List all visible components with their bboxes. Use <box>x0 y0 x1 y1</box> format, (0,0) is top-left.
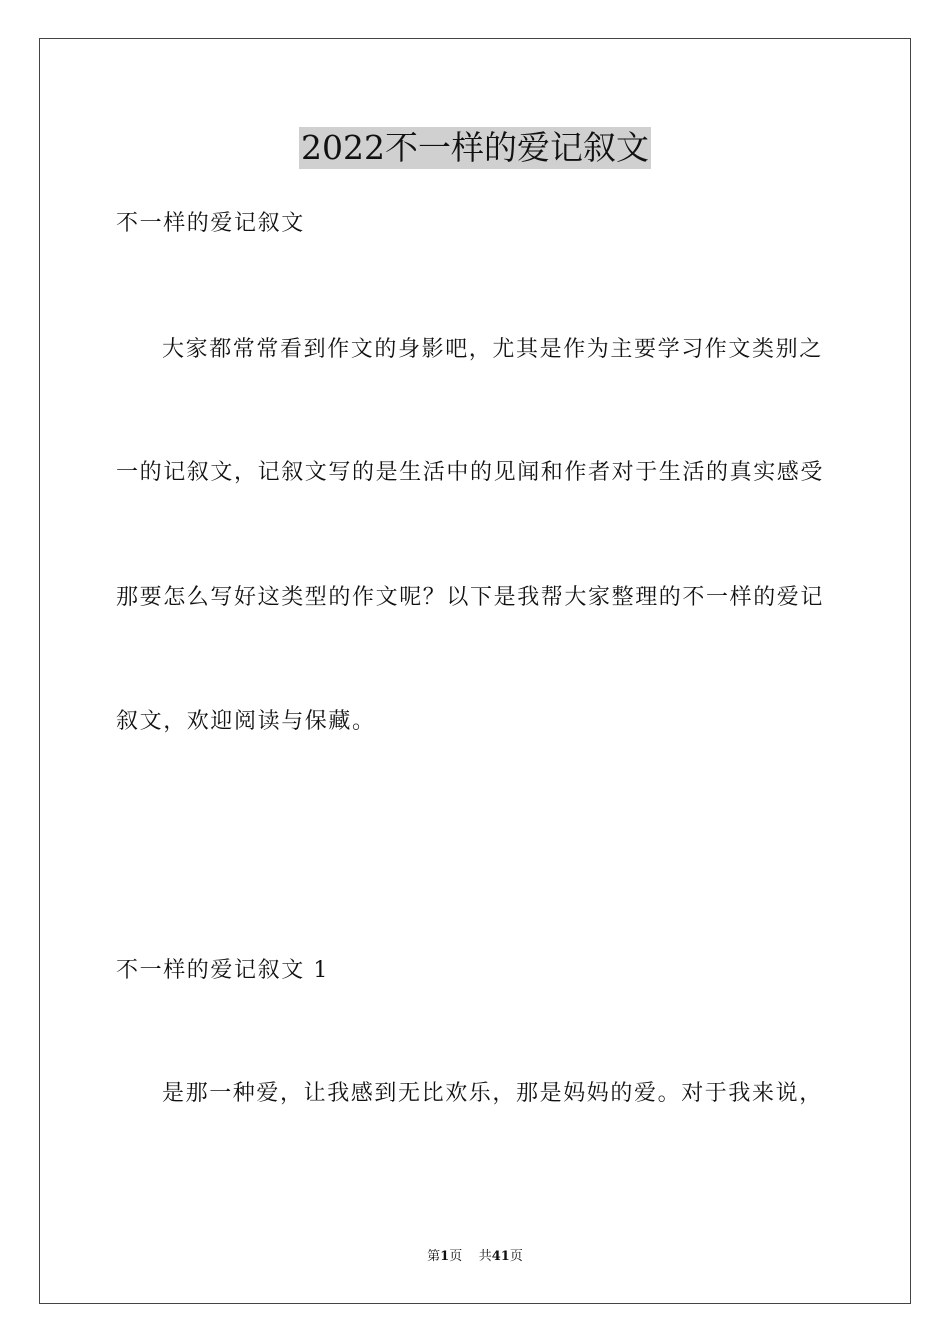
title-container <box>0 127 950 169</box>
section-line-1: 是那一种爱，让我感到无比欢乐，那是妈妈的爱。对于我来说， <box>162 1081 823 1106</box>
subtitle: 不一样的爱记叙文 <box>116 211 305 236</box>
intro-line-4: 叙文，欢迎阅读与保藏。 <box>116 709 376 734</box>
footer-page-current: 1 <box>440 1249 450 1264</box>
section-heading: 不一样的爱记叙文 1 <box>116 958 329 983</box>
intro-line-3: 那要怎么写好这类型的作文呢？以下是我帮大家整理的不一样的爱记 <box>116 585 825 610</box>
footer-total-unit: 页 <box>509 1249 523 1264</box>
intro-line-2: 一的记叙文，记叙文写的是生活中的见闻和作者对于生活的真实感受 <box>116 460 825 485</box>
footer-page-unit: 页 <box>449 1249 463 1264</box>
footer-total-prefix: 共 <box>478 1249 492 1264</box>
page-footer <box>0 1248 950 1266</box>
footer-page-prefix: 第 <box>427 1249 441 1264</box>
footer-page-total: 41 <box>491 1249 510 1264</box>
intro-line-1: 大家都常常看到作文的身影吧，尤其是作为主要学习作文类别之 <box>162 337 823 362</box>
document-title: 2022不一样的爱记叙文 <box>301 128 649 167</box>
